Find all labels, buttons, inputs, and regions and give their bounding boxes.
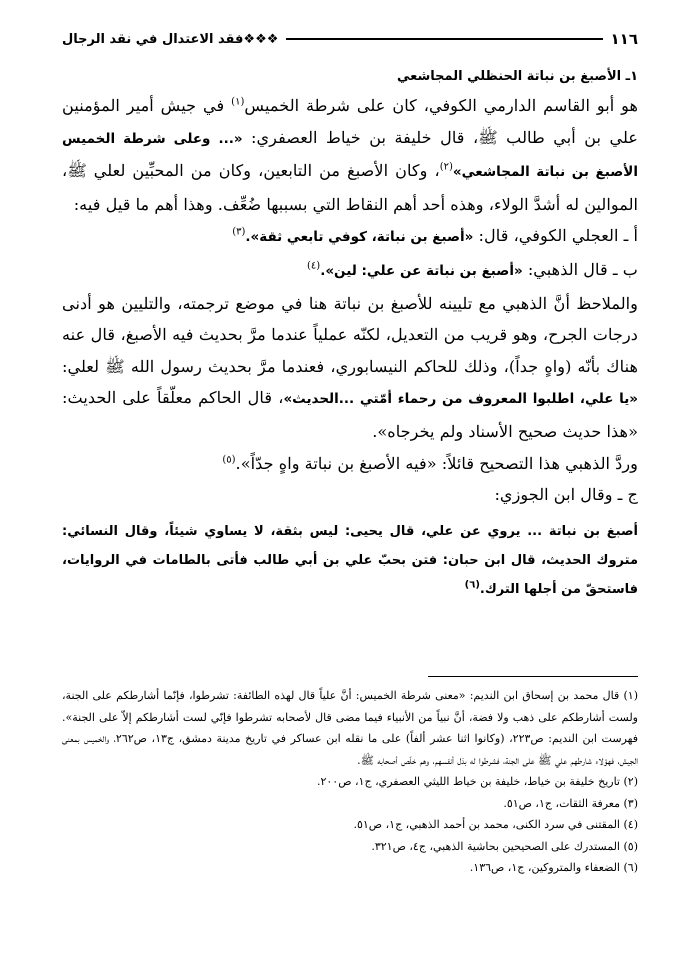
running-header — [62, 28, 638, 50]
item-b-quote: «أصبغ بن نباتة عن علي: لين». — [320, 262, 523, 279]
footnote-rule — [428, 676, 638, 677]
footnote-1: (١) قال محمد بن إسحاق ابن النديم: «معنى شرطة الخميس: أنَّ علياً قال لهذه الطائفة: تشرطوا، فإنّما أشارطكم على الجنة، ولست أشارطكم على ذهب ولا فضة، أنَّ نبياً من الأنبياء فيما مضى قال لأصحابه تشرطوا فإنّي لست أشارطكم إلاّ على الجنة». فهرست ابن النديم: ص٢٢٣، (وكانوا اثنا عشر ألفاً) على ما نقله ابن عساكر في تاريخ مدينة دمشق، ج١٣، ص٢٦٢، والخميس بمعنى الجيش، فهؤلاء شارطهم علي ﷺ على الجنة، فشرطوا له بذل أنفسهم، وهم خلّص أصحابه ﷺ. — [62, 689, 638, 767]
item-c: ج ـ وقال ابن الجوزي: — [494, 485, 638, 505]
section-title: ١ـ الأصبغ بن نباتة الحنظلي المجاشعي — [396, 69, 638, 84]
rebuttal-text: وردَّ الذهبي هذا التصحيح قائلاً: «فيه الأصبغ بن نباتة واهٍ جدّاً». — [235, 453, 638, 473]
intro-text-1: هو أبو القاسم الدارمي الكوفي، كان على شرطة الخميس — [244, 96, 638, 115]
footnotes — [62, 676, 638, 879]
footnote-ref-2[interactable]: (٢) — [439, 161, 453, 173]
intro-text-3: ، وكان الأصبغ من التابعين، وكان من المحبِّين لعلي ﷺ، الموالين له أشدَّ الولاء، وهذه أحد أهم النقاط التي بسببها ضُعِّف. وهذا أهم ما قيل فيه: — [62, 161, 638, 214]
footnote-4: (٤) المقتنى في سرد الكنى، محمد بن أحمد الذهبي، ج١، ص٥١. — [353, 818, 638, 831]
footnote-ref-4[interactable]: (٤) — [307, 260, 321, 272]
footnote-3: (٣) معرفة الثقات، ج١، ص٥١. — [503, 796, 638, 810]
observation-text-2: ، قال الحاكم معلّقاً على الحديث: «هذا حديث صحيح الأسناد ولم يخرجاه». — [62, 388, 638, 441]
item-b-label: ب ـ قال الذهبي: — [522, 259, 638, 279]
item-a-quote: «أصبغ بن نباتة، كوفي تابعي ثقة». — [245, 229, 474, 246]
ibn-jawzi-quote-text: أصبغ بن نباتة ... يروي عن علي، قال يحيى: ليس بثقة، لا يساوي شيئاً، وقال النسائي: متروك الحديث، قال ابن حبان: فتن بحبّ علي بن أبي طالب فأتى بالطامات في الروايات، فاستحقّ من أجلها الترك. — [62, 523, 638, 597]
footnote-ref-1[interactable]: (١) — [231, 96, 245, 108]
page-number: ١١٦ — [610, 30, 638, 48]
footnote-ref-6[interactable]: (٦) — [464, 579, 480, 591]
footnote-2: (٢) تاريخ خليفة بن خياط، خليفة بن خياط الليثي العصفري، ج١، ص٢٠٠. — [316, 775, 638, 788]
paragraph-intro — [62, 90, 638, 220]
paragraph-observation — [62, 288, 638, 448]
intro-quote: «... وعلى شرطة الخميس الأصبغ بن نباتة المجاشعي» — [62, 130, 638, 181]
footnote-6: (٦) الضعفاء والمتروكين، ج١، ص١٣٦. — [469, 861, 638, 874]
hadith-quote: «يا علي، اطلبوا المعروف من رحماء أمّتي ...الحديث» — [283, 391, 639, 408]
intro-text-2: في جيش أمير المؤمنين علي بن أبي طالب ﷺ، قال خليفة بن خياط العصفري: — [62, 96, 639, 147]
observation-text-1: والملاحظ أنَّ الذهبي مع تليينه للأصبغ بن نباتة هنا في موضع ترجمته، والتليين هو أدنى درجات الجرح، وهو قريب من التعديل، لكنّه عملياً عندما مرَّ بحديث فيه الأصبغ، قال عنه هناك بأنّه (واهٍ جداً)، وذلك للحاكم النيسابوري، فعندما مرَّ بحديث رسول الله ﷺ لعلي: — [62, 293, 638, 376]
paragraph-rebuttal — [62, 448, 638, 480]
footnote-ref-3[interactable]: (٣) — [232, 226, 246, 238]
ibn-jawzi-quote — [62, 517, 638, 604]
footnote-ref-5[interactable]: (٥) — [222, 454, 236, 466]
item-a — [62, 220, 638, 254]
header-rule — [286, 38, 602, 40]
item-a-label: أ ـ العجلي الكوفي، قال: — [473, 226, 638, 246]
item-b — [62, 254, 638, 288]
footnote-5: (٥) المستدرك على الصحيحين بحاشية الذهبي، ج٤، ص٣٢١. — [371, 839, 638, 853]
main-text — [62, 64, 638, 604]
book-title: ❖❖❖فقد الاعتدال في نقد الرجال — [62, 31, 279, 47]
